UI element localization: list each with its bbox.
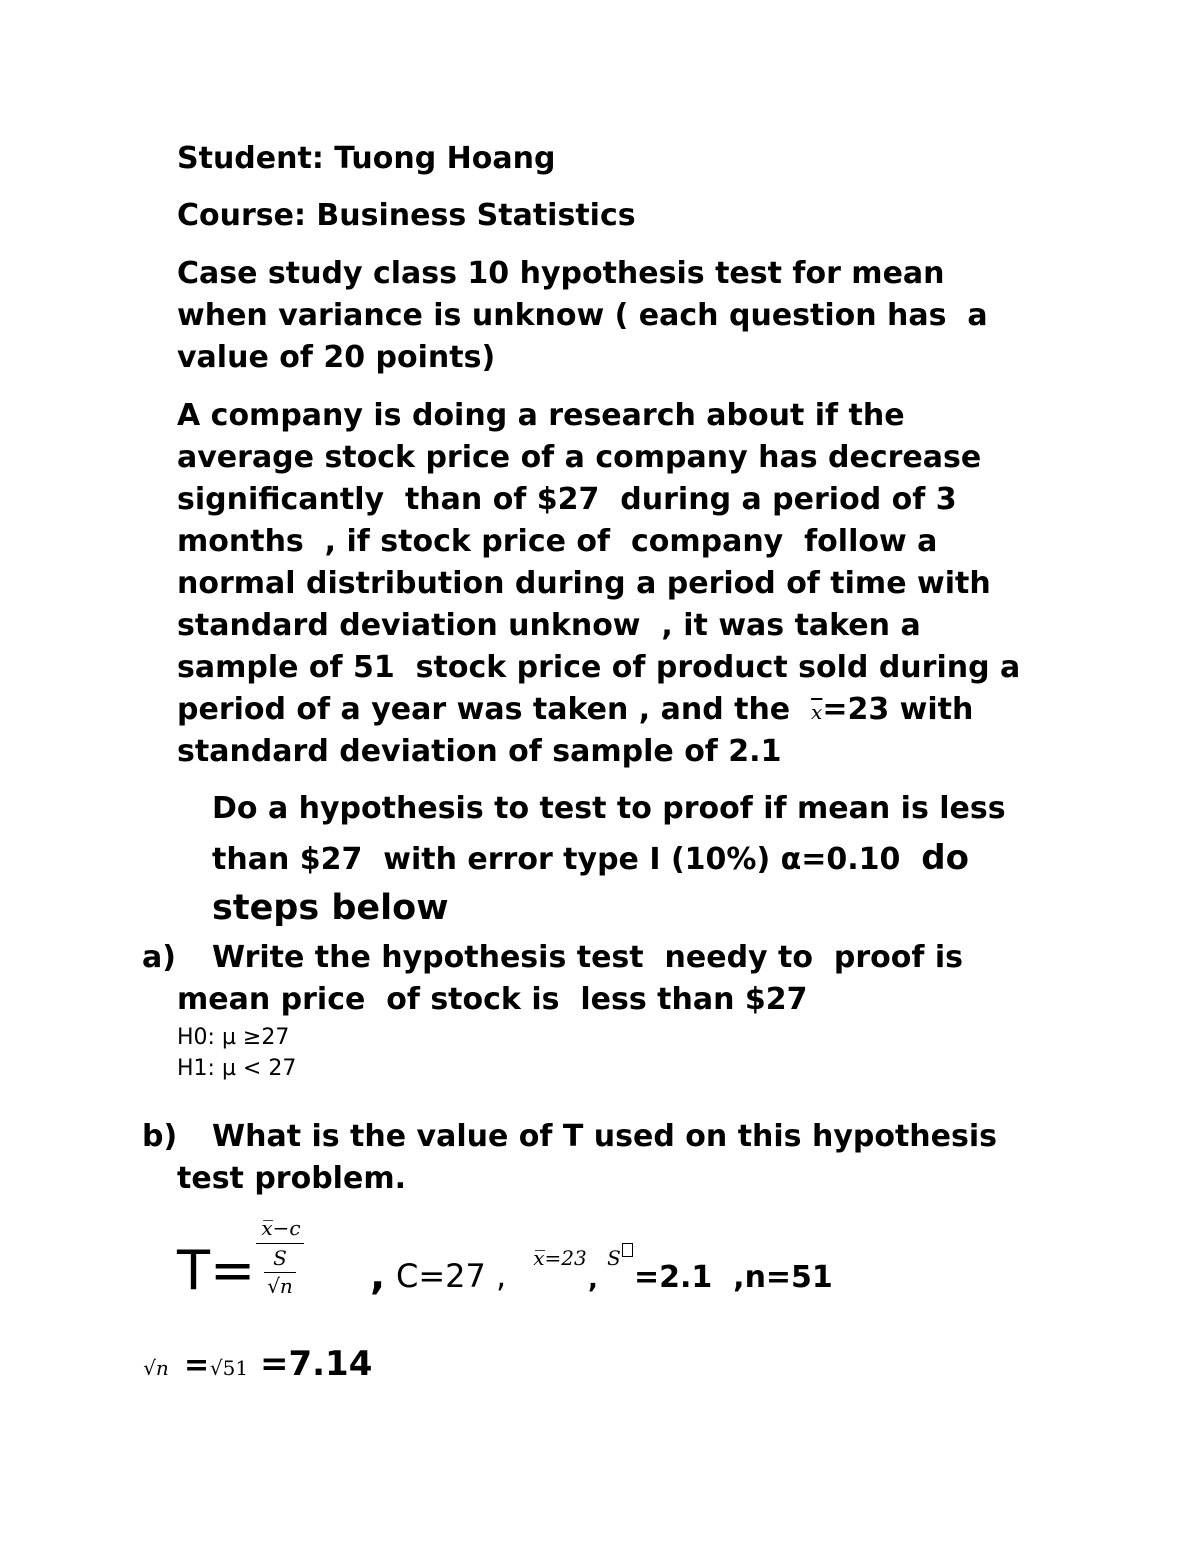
problem-line-5: normal distribution during a period of time with [177, 566, 991, 601]
course-line: Course: Business Statistics [177, 198, 636, 233]
sqrt-n: √n [143, 1356, 169, 1380]
problem-line-4: months , if stock price of company follow a [177, 524, 938, 559]
s-symbol: S [607, 1246, 621, 1270]
problem-line-3: significantly than of $27 during a period of 3 [177, 482, 957, 517]
instruction-line-3: steps below [212, 888, 449, 928]
problem-line-8 [177, 692, 973, 730]
c-value: C=27 , [396, 1257, 507, 1295]
student-line: Student: Tuong Hoang [177, 141, 556, 176]
problem-line-6: standard deviation unknow , it was taken a [177, 608, 921, 643]
sqrt-51: √51 [209, 1356, 249, 1380]
sqrt-equals: = [184, 1348, 210, 1383]
fraction-bar-inner [264, 1272, 296, 1273]
instruction-line-2 [212, 840, 969, 878]
formula-numerator: x̅−c [261, 1216, 301, 1240]
hypothesis-h1: H1: µ < 27 [177, 1056, 297, 1081]
x-bar-symbol: $\overline{x}$ [811, 700, 823, 724]
title-line-3: value of 20 points) [177, 340, 496, 375]
title-line-2: when variance is unknow ( each question has a [177, 298, 988, 333]
s-value: =2.1 ,n=51 [634, 1260, 833, 1295]
problem-line-7: sample of 51 stock price of product sold during a [177, 650, 1021, 685]
problem-line-1: A company is doing a research about if the [177, 398, 905, 433]
title-line-1: Case study class 10 hypothesis test for mean [177, 256, 945, 291]
problem-line-9: standard deviation of sample of 2.1 [177, 734, 782, 769]
fraction-bar-main [256, 1243, 304, 1244]
sqrt-result: =7.14 [260, 1344, 373, 1384]
part-b-label: b) [142, 1119, 178, 1154]
missing-glyph-box [622, 1243, 633, 1257]
formula-lhs: T= [177, 1239, 256, 1302]
part-a-line-2: mean price of stock is less than $27 [177, 982, 808, 1017]
x-bar-value: x̅=23 [533, 1246, 587, 1270]
instruction-line-1: Do a hypothesis to test to proof if mean is less [212, 791, 1006, 826]
problem-line-8-text: period of a year was taken , and the [177, 692, 812, 727]
formula-den-numerator: S [273, 1246, 287, 1270]
problem-line-2: average stock price of a company has decrease [177, 440, 982, 475]
part-a-label: a) [142, 940, 176, 975]
problem-line-8-tail: =23 with [822, 692, 974, 727]
instruction-do: do [921, 838, 969, 878]
formula-den-denominator: √n [267, 1274, 293, 1298]
formula-comma: , [370, 1253, 386, 1299]
part-a-line-1: Write the hypothesis test needy to proof is [212, 940, 964, 975]
part-b-line-2: test problem. [177, 1161, 406, 1196]
formula-comma-2: , [588, 1265, 598, 1295]
hypothesis-h0: H0: µ ≥27 [177, 1025, 290, 1050]
part-b-line-1: What is the value of T used on this hypothesis [212, 1119, 998, 1154]
instruction-line-2-text: than $27 with error type I (10%) α=0.10 [212, 842, 922, 877]
